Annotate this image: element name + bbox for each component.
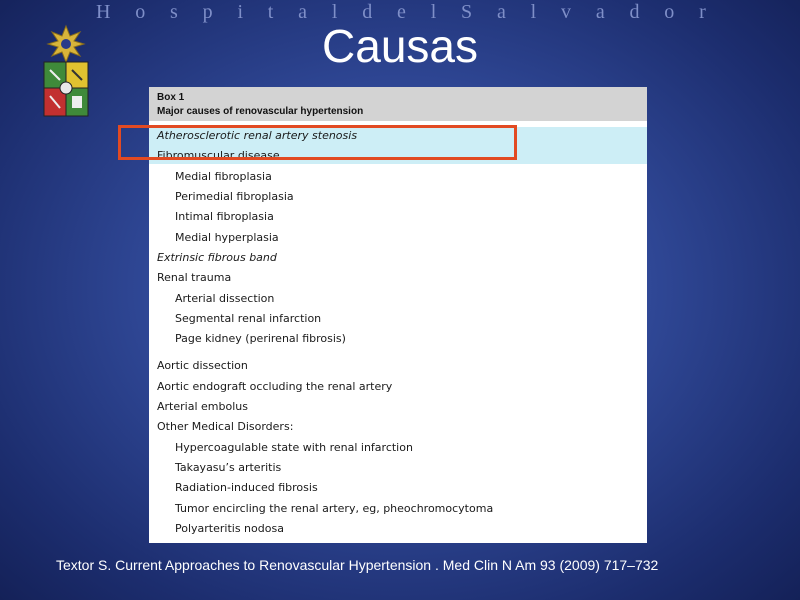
banner-letter: a xyxy=(595,0,605,23)
list-item: Arterial dissection xyxy=(175,292,275,305)
banner-letter: S xyxy=(461,0,473,23)
list-item: Intimal fibroplasia xyxy=(175,210,274,223)
list-item: Perimedial fibroplasia xyxy=(175,190,294,203)
list-item: Medial fibroplasia xyxy=(175,170,272,183)
list-item: Takayasu’s arteritis xyxy=(175,461,282,474)
list-item: Fibromuscular disease xyxy=(157,149,280,162)
banner-letter: i xyxy=(237,0,243,23)
banner-letter: l xyxy=(430,0,437,23)
banner-letter: d xyxy=(629,0,640,23)
box-header xyxy=(149,87,647,121)
list-item: Tumor encircling the renal artery, eg, pheochromocytoma xyxy=(175,502,494,515)
shield-icon xyxy=(44,62,88,116)
banner-letter: o xyxy=(135,0,146,23)
list-item: Extrinsic fibrous band xyxy=(157,251,277,264)
banner-letter: a xyxy=(496,0,506,23)
list-item: Page kidney (perirenal fibrosis) xyxy=(175,332,346,345)
list-item: Medial hyperplasia xyxy=(175,231,279,244)
star-emblem-icon xyxy=(48,26,84,62)
banner-letter: a xyxy=(298,0,308,23)
list-item: Arterial embolus xyxy=(157,400,248,413)
university-crest-logo xyxy=(40,24,92,124)
banner-letter: t xyxy=(267,0,274,23)
banner-letter: v xyxy=(561,0,572,23)
list-item: Atherosclerotic renal artery stenosis xyxy=(157,129,358,142)
list-item: Hypercoagulable state with renal infarction xyxy=(175,441,413,454)
list-item: Other Medical Disorders: xyxy=(157,420,294,433)
list-item: Aortic endograft occluding the renal artery xyxy=(157,380,393,393)
citation: Textor S. Current Approaches to Renovascular Hypertension . Med Clin N Am 93 (2009) 717–732 xyxy=(56,557,659,573)
banner-letter: l xyxy=(530,0,537,23)
banner-letter: o xyxy=(664,0,675,23)
list-item: Radiation-induced fibrosis xyxy=(175,481,318,494)
banner-letter: l xyxy=(331,0,338,23)
banner-letter: H xyxy=(96,0,111,23)
list-item: Segmental renal infarction xyxy=(175,312,322,325)
banner-letter: s xyxy=(170,0,178,23)
list-item: Renal trauma xyxy=(157,271,232,284)
box-label: Box 1 xyxy=(157,92,185,103)
banner-letter: d xyxy=(362,0,373,23)
banner-letter: p xyxy=(202,0,213,23)
banner-letter: r xyxy=(699,0,706,23)
list-item: Aortic dissection xyxy=(157,359,248,372)
slide-title: Causas xyxy=(322,20,478,72)
highlight-frame xyxy=(118,125,517,160)
box-heading: Major causes of renovascular hypertension xyxy=(157,106,364,117)
list-item: Polyarteritis nodosa xyxy=(175,522,284,535)
banner-letter: e xyxy=(397,0,406,23)
